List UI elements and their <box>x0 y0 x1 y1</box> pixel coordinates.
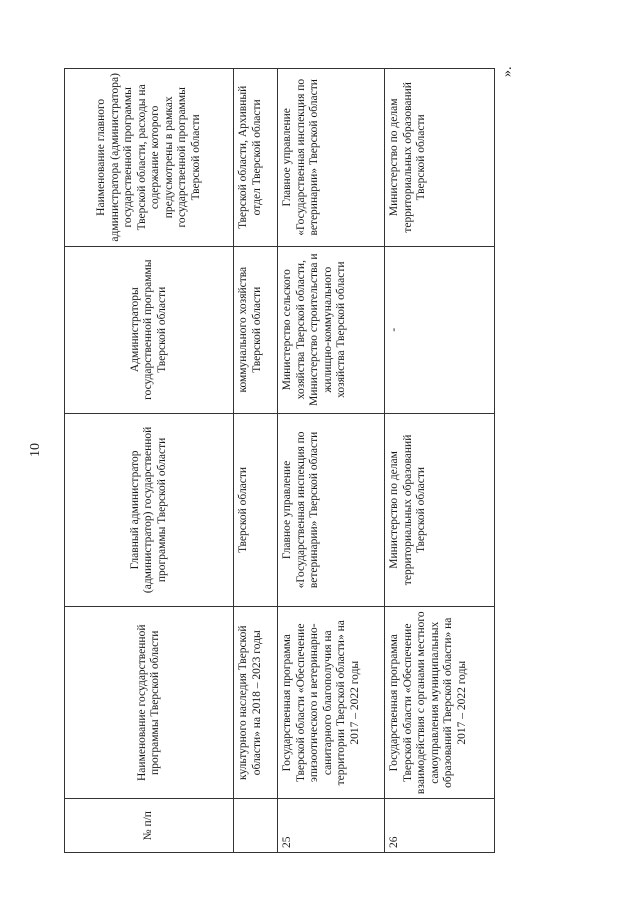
table-row <box>278 69 385 853</box>
row-admins: Министерство сельского хозяйства Тверской области, Министерство строительства и жилищно-коммунального хозяйства Тверской области <box>278 246 385 413</box>
programs-table <box>64 68 495 853</box>
table-row <box>234 69 278 853</box>
row-program: культурного наследия Тверской области» на 2018 – 2023 годы <box>234 607 278 799</box>
header-admins: Администраторы государственной программы Тверской области <box>65 246 234 413</box>
header-gov-admin: Наименование главного администратора (администратора) государственной программы Тверской области, расходы на содержание которого предусмотрены в рамках государственной программы Тверской области <box>65 69 234 247</box>
row-main-admin: Главное управление «Государственная инспекция по ветеринарии» Тверской области <box>278 413 385 606</box>
row-admins: - <box>385 246 495 413</box>
row-num: 26 <box>385 799 495 853</box>
table-header-row <box>65 69 234 853</box>
header-num: № п/п <box>65 799 234 853</box>
row-main-admin: Тверской области <box>234 413 278 606</box>
row-gov-admin: Министерство по делам территориальных образований Тверской области <box>385 69 495 247</box>
row-program: Государственная программа Тверской области «Обеспечение взаимодействия с органами местного самоуправления муниципальных образований Тверской области» на 2017 – 2022 годы <box>385 607 495 799</box>
row-num: 25 <box>278 799 385 853</box>
row-admins: коммунального хозяйства Тверской области <box>234 246 278 413</box>
header-program: Наименование государственной программы Тверской области <box>65 607 234 799</box>
table-row <box>385 69 495 853</box>
row-gov-admin: Тверской области, Архивный отдел Тверской области <box>234 69 278 247</box>
header-main-admin: Главный администратор (администратор) государственной программы Тверской области <box>65 413 234 606</box>
row-num <box>234 799 278 853</box>
row-gov-admin: Главное управление «Государственная инспекция по ветеринарии» Тверской области <box>278 69 385 247</box>
row-program: Государственная программа Тверской области «Обеспечение эпизоотического и ветеринарно-санитарного благополучия на территории Тверской области» на 2017 – 2022 годы <box>278 607 385 799</box>
row-main-admin: Министерство по делам территориальных образований Тверской области <box>385 413 495 606</box>
page-number: 10 <box>28 443 43 457</box>
closing-quote-mark: ». <box>500 66 515 77</box>
